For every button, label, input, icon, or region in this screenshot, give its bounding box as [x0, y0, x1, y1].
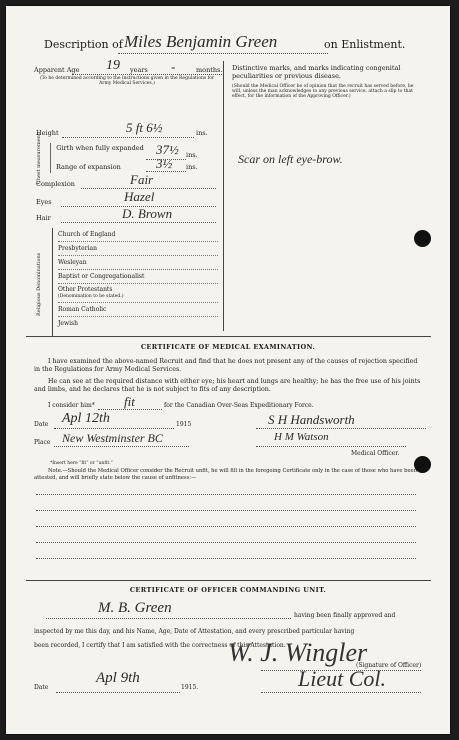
commanding-signature: W. J. Wingler: [228, 638, 368, 667]
commanding-recruit-name: M. B. Green: [98, 600, 172, 616]
chest-label: Chest measurement: [36, 133, 42, 184]
signature-of-officer-label: (Signature of Officer): [356, 662, 422, 669]
marks-heading: Distinctive marks, and marks indicating congenital peculiarities or previous disease.: [232, 64, 401, 80]
religion-wesleyan: Wesleyan: [58, 256, 218, 270]
religion-jewish: Jewish: [58, 320, 78, 327]
column-divider: [223, 61, 224, 331]
recruit-name: Miles Benjamin Green: [124, 32, 278, 51]
title-suffix: on Enlistment.: [324, 38, 406, 51]
age-note: (To be determined according to the instructions given in the Regulations for Army Medical Services.): [39, 76, 215, 87]
document-page: [6, 6, 450, 734]
commanding-rank: Lieut Col.: [298, 666, 387, 691]
religion-other-protestants: Other Protestants: [58, 286, 113, 293]
eyes-label: Eyes: [36, 198, 52, 206]
religion-list: [58, 228, 218, 329]
distinctive-marks-value: Scar on left eye-brow.: [238, 152, 343, 166]
girth-label: Girth when fully expanded: [56, 144, 144, 152]
medical-para-1: I have examined the above-named Recruit and find that he does not present any of the causes of rejection specified in the Regulations for Army Medical Services.: [34, 358, 418, 373]
place-label: Place: [34, 439, 51, 446]
range-ins-label: ins.: [186, 163, 198, 171]
height-label: Height: [36, 129, 59, 137]
punch-hole: [414, 230, 431, 247]
months-value: -: [171, 59, 176, 74]
fit-value: fit: [124, 394, 135, 409]
range-value: 3½: [156, 156, 173, 171]
eyes-value: Hazel: [124, 189, 155, 204]
religion-roman-catholic: Roman Catholic: [58, 303, 218, 317]
medical-date-label: Date: [34, 421, 49, 428]
title-prefix: Description of: [44, 38, 123, 51]
medical-year: 1915: [176, 421, 192, 428]
approval-line-2: inspected by me this day, and his Name, Age, Date of Attestation, and every prescribed particular having: [34, 628, 355, 635]
marks-note: (Should the Medical Officer be of opinion that the recruit has served before, he will, unless the man acknowledges to any previous service, attach a slip to that effect, for the information of the Approving Officer.): [232, 84, 414, 100]
religion-label: Religious Denominations: [36, 252, 42, 316]
place-value: New Westminster BC: [62, 431, 163, 445]
months-label: months.: [196, 66, 223, 74]
years-label: years: [130, 66, 148, 74]
apparent-age-label: Apparent Age: [34, 66, 80, 74]
commanding-heading: CERTIFICATE OF OFFICER COMMANDING UNIT.: [129, 586, 327, 594]
commanding-date-value: Apl 9th: [96, 670, 140, 686]
complexion-value: Fair: [130, 172, 154, 187]
consider-suffix: for the Canadian Over-Seas Expeditionary Force.: [164, 402, 314, 409]
commanding-date-label: Date: [34, 684, 49, 691]
medical-signature-2: H M Watson: [274, 431, 329, 443]
range-label: Range of expansion: [56, 163, 121, 171]
religion-presbyterian: Presbyterian: [58, 242, 218, 256]
complexion-label: Complexion: [36, 180, 75, 188]
footnote: *Insert here “fit” or “unfit.”: [50, 461, 113, 466]
approval-line-3: been recorded, I certify that I am satisfied with the correctness of this Attestation.: [34, 642, 286, 649]
hair-label: Hair: [36, 214, 51, 222]
age-value: 19: [106, 58, 120, 73]
religion-denomination-note: (Denomination to be stated.): [58, 294, 218, 303]
medical-date-value: Apl 12th: [62, 411, 110, 426]
medical-note: Note.—Should the Medical Officer consider the Recruit unfit, he will fill in the foregoing Certificate only in the case of those who have been attested, and will briefly state below the cause of unfitness:—: [34, 468, 417, 481]
girth-value: 37½: [156, 142, 179, 157]
religion-baptist: Baptist or Congregationalist: [58, 270, 218, 284]
girth-ins-label: ins.: [186, 151, 198, 159]
medical-heading: CERTIFICATE OF MEDICAL EXAMINATION.: [140, 343, 316, 351]
approval-line-1: having been finally approved and: [294, 612, 396, 619]
medical-officer-label: Medical Officer.: [351, 450, 400, 457]
title-underline: [118, 53, 328, 54]
hair-value: D. Brown: [122, 206, 173, 221]
height-ins-label: ins.: [196, 129, 208, 137]
medical-signature-1: S H Handsworth: [268, 412, 355, 427]
medical-para-2: He can see at the required distance with either eye; his heart and lungs are healthy; he has the free use of his joints and limbs, and he declares that he is not subject to fits of any description.: [34, 378, 421, 393]
consider-prefix: I consider him*: [48, 402, 95, 409]
commanding-year: 1915.: [181, 684, 199, 691]
height-value: 5 ft 6½: [126, 120, 163, 135]
religion-church-of-england: Church of England: [58, 228, 218, 242]
